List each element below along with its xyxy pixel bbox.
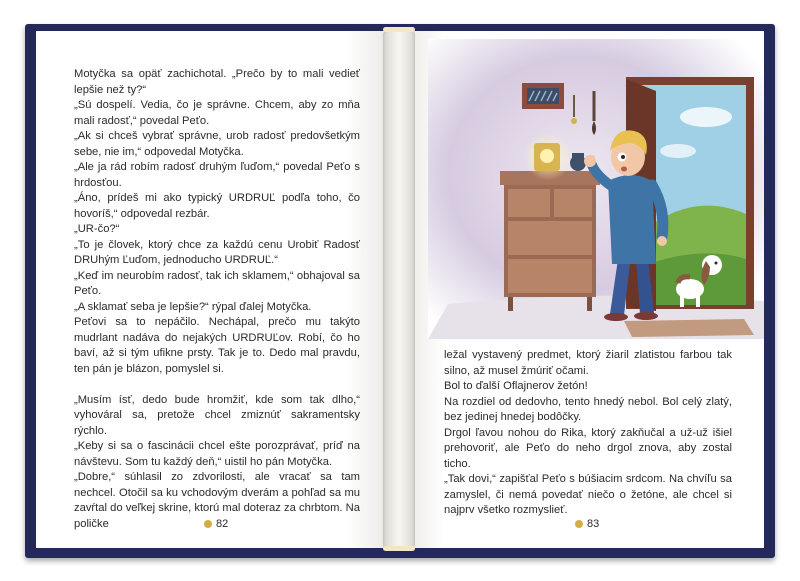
golden-token [524, 133, 572, 181]
doormat [624, 319, 754, 337]
paragraph: „Keby si sa o fascinácii chcel ešte porozprávať, príď na návštevu. Som tu každý deň,“ uistil ho pán Motyčka. [74, 440, 360, 468]
paragraph: Drgol ľavou nohou do Rika, ktorý zakňučal a už-už išiel prehovoriť, ale Peťo do neho drgol znova, aby zostal ticho. [444, 426, 732, 470]
paragraph: „Áno, prídeš mi ako typický URDRUĽ podľa toho, čo hovoríš,“ odpovedal rezbár. [74, 192, 360, 220]
paragraph: „Sú dospelí. Vedia, čo je správne. Chcem, aby zo mňa mali radosť,“ povedal Peťo. [74, 99, 360, 127]
page-number: 83 [587, 518, 600, 530]
paragraph: „Keď im neurobím radosť, tak ich sklamem,“ obhajoval sa Peťo. [74, 269, 360, 297]
paragraph: ležal vystavený predmet, ktorý žiaril zlatistou farbou tak silno, až musel žmúriť očami. [444, 349, 732, 377]
right-page-text [444, 348, 732, 519]
dresser [500, 171, 600, 311]
paragraph: Na rozdiel od dedovho, tento hnedý nebol. Bol celý zlatý, bez jedinej hnedej bodôčky. [444, 395, 732, 423]
book-spine [383, 29, 415, 550]
gold-dot-icon [204, 520, 212, 528]
paragraph: Peťovi sa to nepáčilo. Nechápal, prečo mu takýto mudrlant nadáva do nejakých URDRUĽov. Robí, čo ho baví, až si tým ufikne prsty. Tak je to. Dedo mal pravdu, ten pán je blázon, pomyslel si. [74, 316, 360, 375]
illustration-boy-at-door [428, 39, 764, 339]
paragraph-gap [74, 377, 360, 393]
paragraph: „Tak dovi,“ zapišťal Peťo s búšiacim srdcom. Na chvíľu sa zamyslel, či nemá povedať niečo o žetóne, ale chcel si najprv všetko rozmyslieť. [444, 473, 732, 516]
paragraph: „Dobre,“ súhlasil zo zdvorilosti, ale vracať sa tam nechcel. Otočil sa ku vchodovým dverám a pohľad sa mu zavŕtal do veľkej skrine, ktorú mal doteraz za chrbtom. Na poličke [74, 471, 360, 530]
spine-cap-top [383, 27, 415, 32]
paragraph: „Ak si chceš vybrať správne, urob radosť predovšetkým sebe, nie im,“ odpovedal Motyčka. [74, 130, 360, 158]
spine-cap-bottom [383, 546, 415, 551]
page-number-left [204, 518, 228, 530]
paragraph: „To je človek, ktorý chce za každú cenu Urobiť Radosť DRUhým Ľuďom, jednoducho URDRUĽ.“ [74, 238, 360, 266]
paragraph: Bol to ďalší Oflajnerov žetón! [444, 380, 588, 392]
paragraph: „Ale ja rád robím radosť druhým ľuďom,“ povedal Peťo s hrdosťou. [74, 161, 360, 189]
right-page [400, 31, 764, 548]
paragraph: Motyčka sa opäť zachichotal. „Prečo by to mali vedieť lepšie než ty?“ [74, 68, 360, 96]
paragraph: „A sklamať seba je lepšie?“ rýpal ďalej Motyčka. [74, 300, 312, 313]
wall-picture [522, 83, 564, 109]
paragraph: „Musím ísť, dedo bude hromžiť, kde som tak dlho,“ vyhováral sa, pretože chcel zmiznúť sakramentsky rýchlo. [74, 393, 360, 437]
left-page-text [74, 67, 360, 532]
left-page [36, 31, 400, 548]
page-number: 82 [216, 518, 229, 530]
page-number-right [575, 518, 599, 530]
paragraph: „UR-čo?“ [74, 223, 120, 235]
gold-dot-icon [575, 520, 583, 528]
